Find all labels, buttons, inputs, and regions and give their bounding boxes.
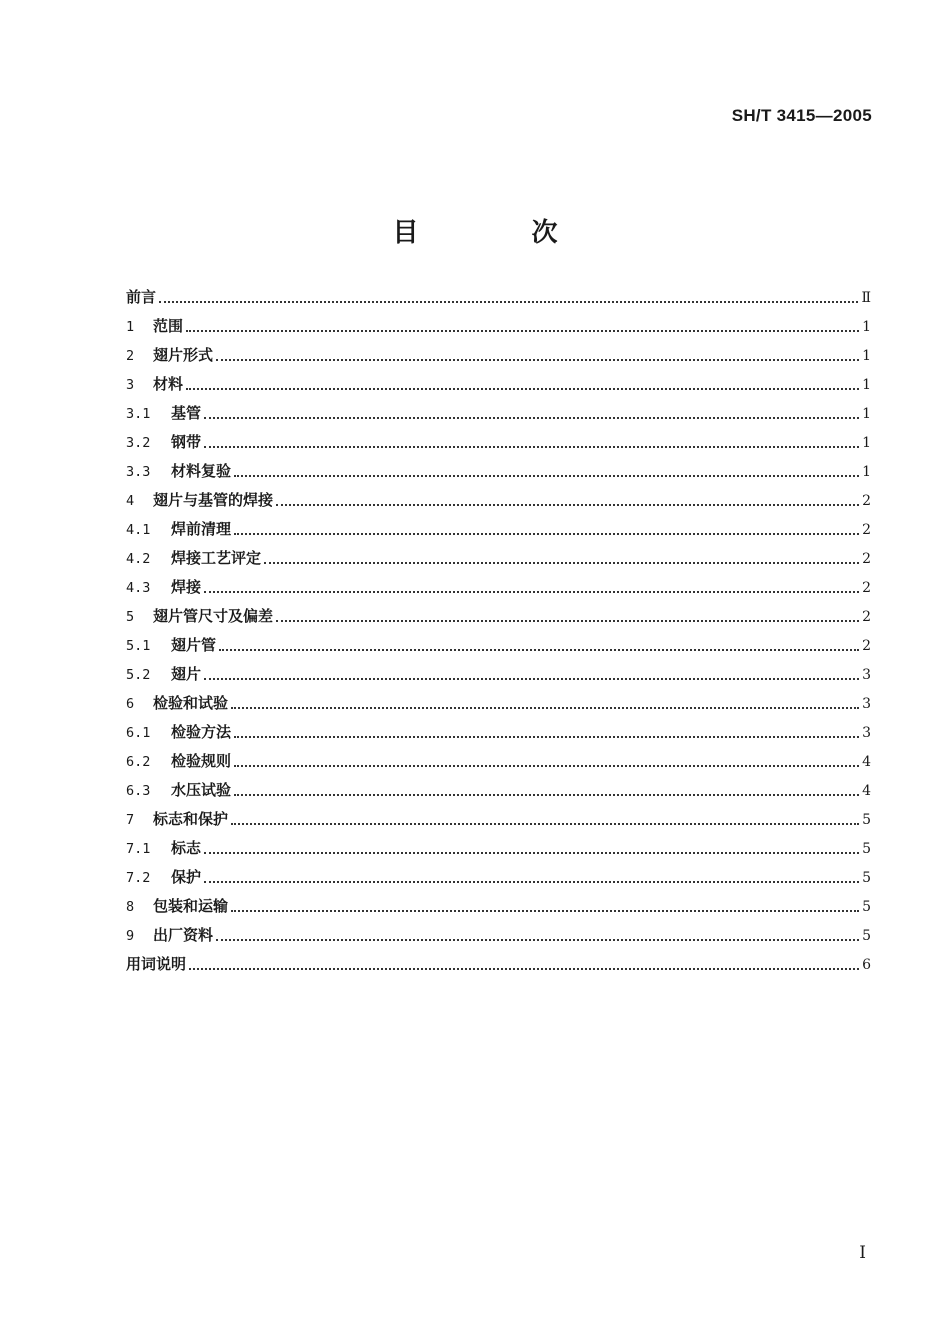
toc-dot-leader (204, 851, 859, 854)
toc-entry-page: 5 (862, 870, 871, 886)
toc-entry-page: 2 (862, 551, 871, 567)
toc-entry-number: 7 (126, 812, 135, 828)
toc-entry[interactable] (126, 834, 871, 863)
toc-entry-page: 1 (862, 464, 871, 480)
toc-entry-number: 1 (126, 319, 135, 335)
toc-entry-number: 9 (126, 928, 135, 944)
toc-entry[interactable] (126, 660, 871, 689)
toc-entry-label: 保护 (171, 868, 202, 886)
toc-entry-page: 3 (862, 696, 871, 712)
toc-entry-number: 3 (126, 377, 135, 393)
toc-entry-number: 6.3 (126, 783, 151, 799)
toc-entry-page: 1 (862, 435, 871, 451)
page-number: Ⅰ (859, 1243, 866, 1263)
toc-entry-number: 5.2 (126, 667, 151, 683)
toc-dot-leader (234, 764, 859, 767)
toc-entry-label: 范围 (153, 317, 184, 335)
toc-dot-leader (159, 300, 858, 303)
toc-entry[interactable] (126, 689, 871, 718)
toc-dot-leader (216, 938, 859, 941)
toc-entry-page: 1 (862, 406, 871, 422)
toc-entry-number: 6 (126, 696, 135, 712)
toc-entry[interactable] (126, 718, 871, 747)
toc-entry-page: 4 (862, 754, 871, 770)
toc-entry-page: 2 (862, 522, 871, 538)
toc-entry-number: 8 (126, 899, 135, 915)
toc-entry[interactable] (126, 341, 871, 370)
toc-entry-page: 2 (862, 609, 871, 625)
toc-dot-leader (204, 445, 859, 448)
toc-entry[interactable] (126, 399, 871, 428)
toc-entry[interactable] (126, 863, 871, 892)
toc-dot-leader (231, 706, 859, 709)
toc-entry[interactable] (126, 428, 871, 457)
toc-entry[interactable] (126, 312, 871, 341)
toc-entry-number: 3.2 (126, 435, 151, 451)
toc-entry[interactable] (126, 892, 871, 921)
toc-dot-leader (204, 416, 859, 419)
toc-entry-page: 1 (862, 348, 871, 364)
toc-entry-label: 标志和保护 (153, 810, 229, 828)
toc-entry-number: 4.2 (126, 551, 151, 567)
toc-dot-leader (234, 735, 859, 738)
toc-entry[interactable] (126, 747, 871, 776)
toc-entry-label: 焊接工艺评定 (171, 549, 262, 567)
toc-entry[interactable] (126, 921, 871, 950)
toc-entry-page: 5 (862, 928, 871, 944)
toc-entry[interactable] (126, 370, 871, 399)
toc-entry[interactable] (126, 283, 871, 312)
table-of-contents (126, 283, 871, 979)
toc-entry-number: 4.3 (126, 580, 151, 596)
toc-entry-number: 5.1 (126, 638, 151, 654)
toc-entry-page: 5 (862, 841, 871, 857)
toc-entry-number: 3.1 (126, 406, 151, 422)
toc-entry-number: 7.2 (126, 870, 151, 886)
toc-entry-label: 翅片管尺寸及偏差 (153, 607, 274, 625)
toc-dot-leader (231, 822, 859, 825)
toc-entry-label: 翅片形式 (153, 346, 214, 364)
toc-dot-leader (234, 793, 859, 796)
toc-entry-number: 4 (126, 493, 135, 509)
toc-entry-label: 包装和运输 (153, 897, 229, 915)
toc-entry-label: 基管 (171, 404, 202, 422)
toc-entry-label: 前言 (126, 288, 157, 306)
toc-entry-label: 材料 (153, 375, 184, 393)
toc-entry-page: 3 (862, 725, 871, 741)
toc-dot-leader (204, 590, 859, 593)
toc-entry[interactable] (126, 805, 871, 834)
toc-entry[interactable] (126, 544, 871, 573)
toc-entry-label: 出厂资料 (153, 926, 214, 944)
toc-entry-number: 4.1 (126, 522, 151, 538)
toc-entry-number: 2 (126, 348, 135, 364)
toc-entry-label: 翅片与基管的焊接 (153, 491, 274, 509)
toc-entry-page: 5 (862, 812, 871, 828)
toc-entry-page: 2 (862, 493, 871, 509)
toc-entry-page: 5 (862, 899, 871, 915)
page-title: 目 次 (392, 218, 610, 248)
toc-entry-page: 6 (862, 957, 871, 973)
toc-dot-leader (231, 909, 859, 912)
standard-number: SH/T 3415—2005 (731, 106, 872, 125)
toc-entry-number: 5 (126, 609, 135, 625)
toc-dot-leader (186, 329, 859, 332)
toc-entry-label: 检验和试验 (153, 694, 229, 712)
toc-dot-leader (186, 387, 859, 390)
toc-entry[interactable] (126, 776, 871, 805)
toc-entry-label: 标志 (171, 839, 202, 857)
toc-entry-page: 2 (862, 580, 871, 596)
toc-entry-page: 3 (862, 667, 871, 683)
toc-dot-leader (234, 532, 859, 535)
toc-dot-leader (189, 967, 859, 970)
toc-entry-label: 用词说明 (126, 955, 187, 973)
toc-entry[interactable] (126, 602, 871, 631)
toc-entry-page: 2 (862, 638, 871, 654)
toc-entry-label: 焊接 (171, 578, 202, 596)
toc-entry-label: 检验方法 (171, 723, 232, 741)
toc-entry-label: 焊前清理 (171, 520, 232, 538)
toc-entry-number: 6.2 (126, 754, 151, 770)
toc-entry[interactable] (126, 457, 871, 486)
toc-dot-leader (219, 648, 859, 651)
toc-entry-label: 翅片管 (171, 636, 217, 654)
toc-dot-leader (204, 880, 859, 883)
toc-dot-leader (276, 619, 859, 622)
toc-entry-label: 翅片 (171, 665, 202, 683)
toc-entry[interactable] (126, 573, 871, 602)
toc-entry-page: Ⅱ (861, 290, 871, 306)
toc-entry[interactable] (126, 486, 871, 515)
toc-entry-page: 1 (862, 377, 871, 393)
toc-dot-leader (264, 561, 859, 564)
toc-entry-label: 材料复验 (171, 462, 232, 480)
toc-dot-leader (234, 474, 859, 477)
toc-entry[interactable] (126, 631, 871, 660)
toc-entry-number: 3.3 (126, 464, 151, 480)
toc-dot-leader (276, 503, 859, 506)
toc-entry-label: 钢带 (171, 433, 202, 451)
toc-entry-number: 7.1 (126, 841, 151, 857)
toc-dot-leader (204, 677, 859, 680)
toc-entry[interactable] (126, 950, 871, 979)
toc-entry[interactable] (126, 515, 871, 544)
toc-entry-page: 4 (862, 783, 871, 799)
toc-entry-page: 1 (862, 319, 871, 335)
toc-entry-number: 6.1 (126, 725, 151, 741)
toc-entry-label: 水压试验 (171, 781, 232, 799)
toc-dot-leader (216, 358, 859, 361)
toc-entry-label: 检验规则 (171, 752, 232, 770)
